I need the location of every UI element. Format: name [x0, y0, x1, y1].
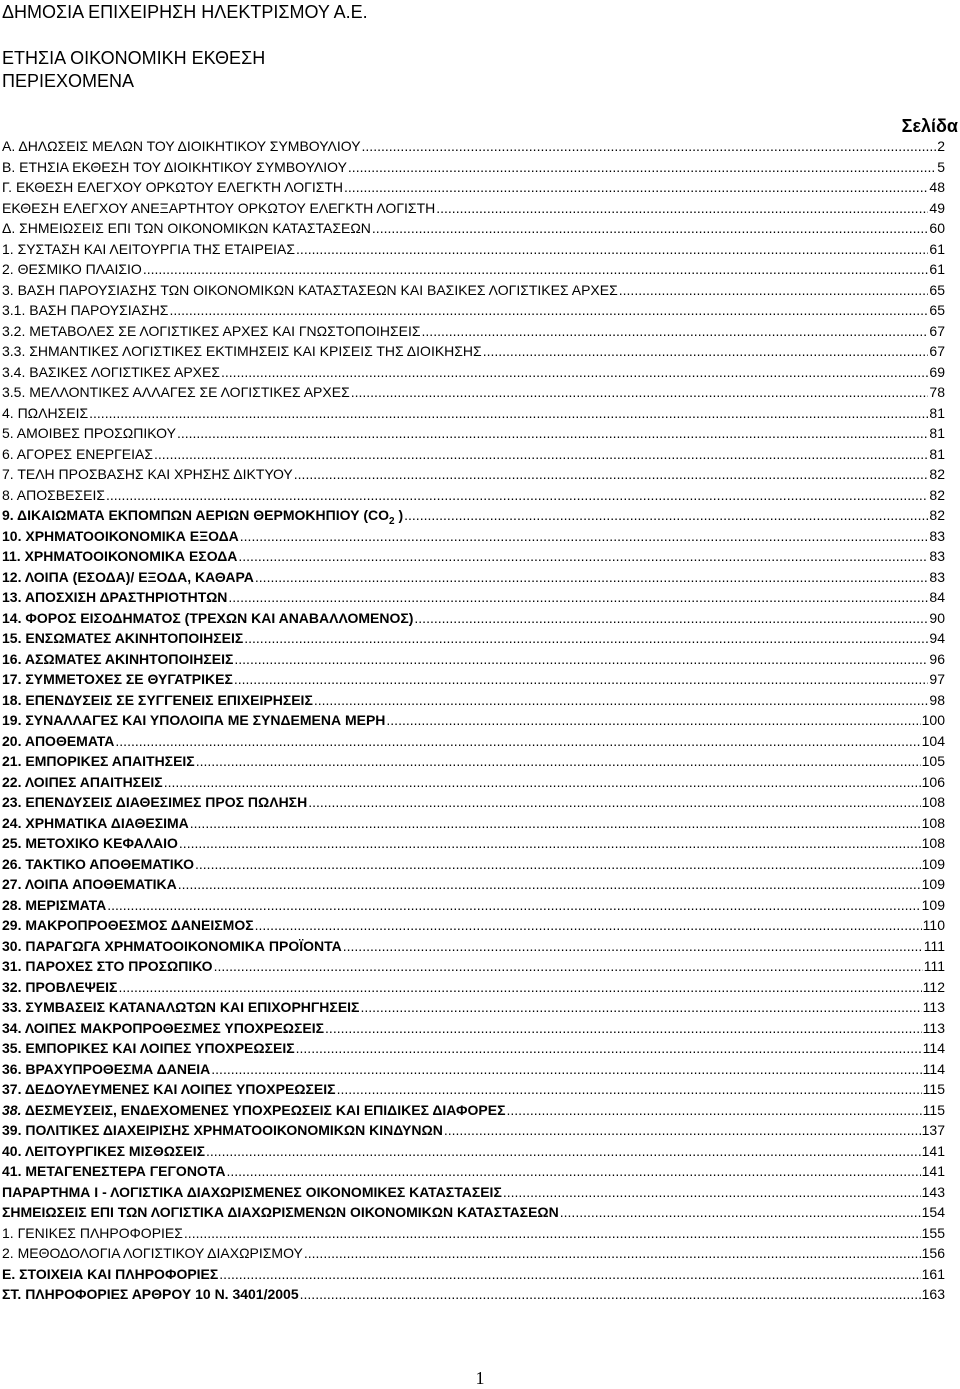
toc-entry-label [2, 649, 233, 669]
dot-leader [560, 1202, 921, 1222]
toc-entry-label [2, 321, 421, 341]
dot-leader [344, 177, 928, 197]
toc-entry-page: 113 [922, 999, 945, 1015]
toc-entry[interactable] [2, 731, 945, 752]
dot-leader [255, 567, 929, 587]
toc-entry-page: 110 [922, 917, 945, 933]
toc-entry-label [2, 956, 213, 976]
dot-leader [118, 977, 921, 997]
toc-entry-label [2, 1038, 295, 1058]
toc-entry-page: 113 [922, 1019, 945, 1036]
toc-entry-text: 34. ΛΟΙΠΕΣ ΜΑΚΡΟΠΡΟΘΕΣΜΕΣ ΥΠΟΧΡΕΩΣΕΙΣ [2, 1019, 325, 1036]
dot-leader [206, 1141, 921, 1161]
toc-entry-label [2, 198, 435, 218]
dot-leader [308, 792, 920, 812]
toc-entry[interactable] [2, 464, 945, 485]
dot-leader [296, 1038, 922, 1058]
toc-entry-text: ΕΚΘΕΣΗ ΕΛΕΓΧΟΥ ΑΝΕΞΑΡΤΗΤΟΥ ΟΡΚΩΤΟΥ ΕΛΕΓΚΤΗ ΛΟΓΙΣΤΗ [2, 199, 436, 216]
toc-entry-page: 49 [929, 199, 945, 216]
toc-entry[interactable] [2, 956, 945, 977]
toc-entry-text: ΣΤ. ΠΛΗΡΟΦΟΡΙΕΣ ΑΡΘΡΟΥ 10 Ν. 3401/2005 [2, 1286, 299, 1302]
toc-entry-page: 82 [929, 507, 945, 523]
toc-entry-page: 65 [929, 281, 945, 298]
dot-leader [386, 710, 920, 730]
toc-entry[interactable] [2, 1059, 945, 1080]
toc-entry-text: Δ. ΣΗΜΕΙΩΣΕΙΣ ΕΠΙ ΤΩΝ ΟΙΚΟΝΟΜΙΚΩΝ ΚΑΤΑΣΤΑΣΕΩΝ [2, 220, 371, 236]
toc-entry-text: 2. ΜΕΘΟΔΟΛΟΓΙΑ ΛΟΓΙΣΤΙΚΟΥ ΔΙΑΧΩΡΙΣΜΟΥ [2, 1245, 303, 1261]
toc-entry-page: 83 [929, 568, 945, 585]
toc-entry-text: 3.4. ΒΑΣΙΚΕΣ ΛΟΓΙΣΤΙΚΕΣ ΑΡΧΕΣ [2, 363, 221, 380]
dot-leader [195, 854, 921, 874]
dot-leader [211, 1059, 921, 1079]
toc-entry-text: 33. ΣΥΜΒΑΣΕΙΣ ΚΑΤΑΝΑΛΩΤΩΝ ΚΑΙ ΕΠΙΧΟΡΗΓΗΣΕΙΣ [2, 999, 360, 1015]
toc-entry-text: 39. ΠΟΛΙΤΙΚΕΣ ΔΙΑΧΕΙΡΙΣΗΣ ΧΡΗΜΑΤΟΟΙΚΟΝΟΜΙΚΩΝ ΚΙΝΔΥΝΩΝ [2, 1122, 443, 1138]
toc-entry-page: 69 [929, 363, 945, 380]
toc-entry-page: 2 [937, 138, 945, 154]
toc-entry-page: 155 [921, 1224, 945, 1241]
toc-entry[interactable] [2, 608, 945, 629]
report-title: ΕΤΗΣΙΑ ΟΙΚΟΝΟΜΙΚΗ ΕΚΘΕΣΗ [2, 48, 266, 68]
toc-entry-page: 60 [929, 220, 945, 236]
toc-entry-text: 23. ΕΠΕΝΔΥΣΕΙΣ ΔΙΑΘΕΣΙΜΕΣ ΠΡΟΣ ΠΩΛΗΣΗ [2, 794, 308, 810]
toc-entry[interactable] [2, 751, 945, 772]
toc-entry[interactable] [2, 977, 945, 998]
toc-entry-page: 84 [929, 589, 945, 605]
dot-leader [325, 1018, 922, 1038]
toc-entry-label [2, 546, 237, 566]
toc-entry-label [2, 997, 359, 1017]
dot-leader [255, 915, 922, 935]
dot-leader [362, 136, 937, 156]
toc-entry-label [2, 731, 114, 751]
toc-entry-text: 2. ΘΕΣΜΙΚΟ ΠΛΑΙΣΙΟ [2, 261, 142, 277]
toc-entry-page: 114 [922, 1060, 945, 1077]
dot-leader [351, 382, 929, 402]
toc-entry[interactable] [2, 1100, 945, 1121]
toc-entry[interactable] [2, 874, 945, 895]
toc-entry-page: 82 [929, 466, 945, 482]
contents-heading: ΠΕΡΙΕΧΟΜΕΝΑ [2, 71, 135, 91]
toc-entry-label [2, 936, 342, 956]
toc-entry-page: 106 [921, 773, 945, 790]
dot-leader [444, 1120, 921, 1140]
toc-entry-label [2, 1284, 299, 1304]
toc-entry[interactable] [2, 1202, 945, 1223]
dot-leader [619, 280, 929, 300]
table-of-contents [2, 136, 945, 1305]
toc-entry[interactable] [2, 1120, 945, 1141]
toc-entry-label [2, 259, 142, 279]
toc-entry-page: 83 [929, 548, 945, 564]
toc-entry-text: 19. ΣΥΝΑΛΛΑΓΕΣ ΚΑΙ ΥΠΟΛΟΙΠΑ ΜΕ ΣΥΝΔΕΜΕΝΑ ΜΕΡΗ [2, 712, 386, 728]
toc-entry-number: 38. [2, 1101, 22, 1118]
toc-entry[interactable] [2, 997, 945, 1018]
toc-entry-page: 154 [921, 1204, 945, 1220]
toc-entry[interactable] [2, 546, 945, 567]
toc-entry-text: 30. ΠΑΡΑΓΩΓΑ ΧΡΗΜΑΤΟΟΙΚΟΝΟΜΙΚΑ ΠΡΟΪΟΝΤΑ [2, 937, 342, 954]
dot-leader [507, 1100, 922, 1120]
toc-entry-label [2, 341, 482, 361]
dot-leader [178, 874, 921, 894]
toc-entry-label [2, 1202, 559, 1222]
toc-entry[interactable] [2, 1018, 945, 1039]
toc-entry[interactable] [2, 321, 945, 342]
toc-entry-label [2, 628, 243, 648]
dot-leader [240, 526, 929, 546]
toc-entry-label [2, 444, 153, 464]
toc-entry[interactable] [2, 936, 945, 957]
dot-leader [190, 813, 921, 833]
toc-entry-text: 36. ΒΡΑΧΥΠΡΟΘΕΣΜΑ ΔΑΝΕΙΑ [2, 1060, 211, 1077]
toc-entry-text: 31. ΠΑΡΟΧΕΣ ΣΤΟ ΠΡΟΣΩΠΙΚΟ [2, 958, 213, 974]
toc-entry-text: 15. ΕΝΣΩΜΑΤΕΣ ΑΚΙΝΗΤΟΠΟΙΗΣΕΙΣ [2, 630, 244, 646]
toc-entry-page: 109 [921, 896, 945, 913]
toc-entry-label [2, 772, 163, 792]
toc-entry-label [2, 1243, 303, 1263]
toc-entry-page: 112 [922, 978, 945, 995]
toc-entry-text: 27. ΛΟΙΠΑ ΑΠΟΘΕΜΑΤΙΚΑ [2, 876, 177, 892]
dot-leader [228, 587, 928, 607]
toc-entry-label [2, 239, 295, 259]
toc-entry-text: 8. ΑΠΟΣΒΕΣΕΙΣ [2, 486, 105, 503]
toc-entry-text: 3.3. ΣΗΜΑΝΤΙΚΕΣ ΛΟΓΙΣΤΙΚΕΣ ΕΚΤΙΜΗΣΕΙΣ ΚΑΙ ΚΡΙΣΕΙΣ ΤΗΣ ΔΙΟΙΚΗΣΗΣ [2, 343, 482, 359]
toc-entry[interactable] [2, 177, 945, 198]
toc-entry-label [2, 464, 293, 484]
toc-entry-text: 12. ΛΟΙΠΑ (ΕΣΟΔΑ)/ ΕΞΟΔΑ, ΚΑΘΑΡΑ [2, 568, 254, 585]
toc-entry[interactable] [2, 505, 945, 526]
dot-leader [221, 362, 928, 382]
toc-entry-text: 26. ΤΑΚΤΙΚΟ ΑΠΟΘΕΜΑΤΙΚΟ [2, 855, 195, 872]
toc-entry-label [2, 1223, 183, 1243]
dot-leader [337, 1079, 922, 1099]
toc-entry-label [2, 362, 220, 382]
toc-entry[interactable] [2, 136, 945, 157]
dot-leader [294, 464, 929, 484]
dot-leader [372, 218, 929, 238]
dot-leader [300, 1284, 921, 1304]
toc-entry-label [2, 669, 233, 689]
toc-entry-text: ΣΗΜΕΙΩΣΕΙΣ ΕΠΙ ΤΩΝ ΛΟΓΙΣΤΙΚΑ ΔΙΑΧΩΡΙΣΜΕΝΩΝ ΟΙΚΟΝΟΜΙΚΩΝ ΚΑΤΑΣΤΑΣΕΩΝ [2, 1204, 559, 1220]
toc-entry[interactable] [2, 669, 945, 690]
page-column-heading: Σελίδα [901, 116, 958, 136]
toc-entry-page: 82 [929, 486, 945, 503]
toc-entry-page: 100 [921, 712, 945, 728]
toc-entry-label [2, 1182, 502, 1202]
dot-leader [244, 628, 928, 648]
toc-entry-page: 81 [929, 404, 945, 421]
toc-entry-label [2, 854, 194, 874]
toc-entry-text: 22. ΛΟΙΠΕΣ ΑΠΑΙΤΗΣΕΙΣ [2, 773, 163, 790]
dot-leader [234, 669, 929, 689]
toc-entry-page: 96 [929, 650, 945, 667]
toc-entry[interactable] [2, 895, 945, 916]
toc-entry[interactable] [2, 628, 945, 649]
toc-entry-page: 83 [929, 527, 945, 544]
dot-leader [106, 485, 928, 505]
toc-entry[interactable] [2, 1264, 945, 1285]
toc-entry-text: 3.2. ΜΕΤΑΒΟΛΕΣ ΣΕ ΛΟΓΙΣΤΙΚΕΣ ΑΡΧΕΣ ΚΑΙ ΓΝΩΣΤΟΠΟΙΗΣΕΙΣ [2, 322, 421, 339]
page-number: 1 [475, 1368, 485, 1388]
toc-entry[interactable] [2, 1243, 945, 1264]
toc-entry-label [2, 587, 227, 607]
toc-entry-page: 105 [921, 753, 945, 769]
toc-entry[interactable] [2, 792, 945, 813]
toc-entry-label [2, 751, 195, 771]
toc-entry-page: 143 [921, 1183, 945, 1200]
toc-entry-text: 6. ΑΓΟΡΕΣ ΕΝΕΡΓΕΙΑΣ [2, 445, 154, 462]
toc-entry-page: 114 [922, 1040, 945, 1056]
toc-entry[interactable] [2, 362, 945, 383]
toc-entry-text: ΠΑΡΑΡΤΗΜΑ Ι - ΛΟΓΙΣΤΙΚΑ ΔΙΑΧΩΡΙΣΜΕΝΕΣ ΟΙΚΟΝΟΜΙΚΕΣ ΚΑΤΑΣΤΑΣΕΙΣ [2, 1183, 502, 1200]
toc-entry[interactable] [2, 423, 945, 444]
toc-entry[interactable] [2, 485, 945, 506]
toc-entry-text: 41. ΜΕΤΑΓΕΝΕΣΤΕΡΑ ΓΕΓΟΝΟΤΑ [2, 1163, 226, 1179]
toc-entry-page: 81 [929, 445, 945, 462]
toc-entry-label [2, 280, 618, 300]
toc-entry-page: 81 [929, 425, 945, 441]
toc-entry[interactable] [2, 1038, 945, 1059]
toc-entry-text: 29. ΜΑΚΡΟΠΡΟΘΕΣΜΟΣ ΔΑΝΕΙΣΜΟΣ [2, 917, 254, 933]
toc-entry-label [2, 505, 403, 525]
toc-entry[interactable] [2, 567, 945, 588]
toc-entry-label [2, 567, 254, 587]
toc-entry-text: 7. ΤΕΛΗ ΠΡΟΣΒΑΣΗΣ ΚΑΙ ΧΡΗΣΗΣ ΔΙΚΤΥΟΥ [2, 466, 293, 482]
toc-entry-page: 141 [921, 1163, 945, 1179]
toc-entry[interactable] [2, 833, 945, 854]
toc-entry-label [2, 157, 347, 177]
dot-leader [234, 649, 928, 669]
toc-entry[interactable] [2, 587, 945, 608]
dot-leader [483, 341, 929, 361]
toc-entry-text: 18. ΕΠΕΝΔΥΣΕΙΣ ΣΕ ΣΥΓΓΕΝΕΙΣ ΕΠΙΧΕΙΡΗΣΕΙΣ [2, 691, 313, 708]
toc-entry-text: Ε. ΣΤΟΙΧΕΙΑ ΚΑΙ ΠΛΗΡΟΦΟΡΙΕΣ [2, 1265, 219, 1282]
dot-leader [196, 751, 921, 771]
dot-leader [214, 956, 923, 976]
dot-leader [89, 403, 928, 423]
toc-entry-page: 108 [921, 814, 945, 831]
toc-entry-text: 11. ΧΡΗΜΑΤΟΟΙΚΟΝΟΜΙΚΑ ΕΣΟΔΑ [2, 548, 238, 564]
dot-leader [169, 300, 928, 320]
toc-entry-text: 10. ΧΡΗΜΑΤΟΟΙΚΟΝΟΜΙΚΑ ΕΞΟΔΑ [2, 527, 239, 544]
toc-entry-text: 17. ΣΥΜΜΕΤΟΧΕΣ ΣΕ ΘΥΓΑΤΡΙΚΕΣ [2, 671, 233, 687]
toc-entry-text: 4. ΠΩΛΗΣΕΙΣ [2, 404, 89, 421]
toc-entry[interactable] [2, 1223, 945, 1244]
toc-entry[interactable] [2, 690, 945, 711]
toc-entry[interactable] [2, 1284, 945, 1305]
dot-leader [422, 321, 929, 341]
dot-leader [360, 997, 921, 1017]
toc-entry[interactable] [2, 526, 945, 547]
dot-leader [314, 690, 929, 710]
toc-entry-label [2, 813, 189, 833]
dot-leader [503, 1182, 921, 1202]
toc-entry-text: 3. ΒΑΣΗ ΠΑΡΟΥΣΙΑΣΗΣ ΤΩΝ ΟΙΚΟΝΟΜΙΚΩΝ ΚΑΤΑΣΤΑΣΕΩΝ ΚΑΙ ΒΑΣΙΚΕΣ ΛΟΓΙΣΤΙΚΕΣ ΑΡΧΕΣ [2, 281, 618, 298]
dot-leader [238, 546, 928, 566]
toc-entry-label [2, 177, 343, 197]
toc-entry-text: 24. ΧΡΗΜΑΤΙΚΑ ΔΙΑΘΕΣΙΜΑ [2, 814, 189, 831]
toc-entry-label [2, 915, 254, 935]
toc-entry-text: 21. ΕΜΠΟΡΙΚΕΣ ΑΠΑΙΤΗΣΕΙΣ [2, 753, 195, 769]
toc-entry-page: 109 [921, 876, 945, 892]
dot-leader [348, 157, 936, 177]
toc-entry-page: 141 [921, 1142, 945, 1159]
toc-entry-text: 16. ΑΣΩΜΑΤΕΣ ΑΚΙΝΗΤΟΠΟΙΗΣΕΙΣ [2, 650, 234, 667]
toc-entry-label [2, 895, 106, 915]
toc-entry-label [2, 1079, 336, 1099]
toc-entry[interactable] [2, 218, 945, 239]
toc-entry-page: 48 [929, 179, 945, 195]
toc-entry-page: 163 [921, 1286, 945, 1302]
toc-entry-page: 78 [929, 384, 945, 400]
toc-entry-text: 1. ΓΕΝΙΚΕΣ ΠΛΗΡΟΦΟΡΙΕΣ [2, 1224, 183, 1241]
toc-entry[interactable] [2, 1141, 945, 1162]
toc-entry-text: 32. ΠΡΟΒΛΕΨΕΙΣ [2, 978, 118, 995]
toc-entry-text-suffix: ) [394, 507, 404, 523]
toc-entry[interactable] [2, 198, 945, 219]
toc-entry-page: 94 [929, 630, 945, 646]
toc-entry-label [2, 833, 178, 853]
dot-leader [164, 772, 921, 792]
toc-entry-subscript: 2 [389, 515, 395, 527]
toc-entry-page: 104 [921, 732, 945, 749]
toc-entry[interactable] [2, 300, 945, 321]
toc-entry-text: 40. ΛΕΙΤΟΥΡΓΙΚΕΣ ΜΙΣΘΩΣΕΙΣ [2, 1142, 206, 1159]
toc-entry[interactable] [2, 772, 945, 793]
toc-entry-page: 156 [921, 1245, 945, 1261]
toc-entry-page: 67 [929, 343, 945, 359]
toc-entry-label [2, 608, 413, 628]
toc-entry-text: 9. ΔΙΚΑΙΩΜΑΤΑ ΕΚΠΟΜΠΩΝ ΑΕΡΙΩΝ ΘΕΡΜΟΚΗΠΙΟΥ (CO [2, 507, 390, 523]
toc-entry[interactable] [2, 403, 945, 424]
toc-entry[interactable] [2, 1079, 945, 1100]
toc-entry-text: 35. ΕΜΠΟΡΙΚΕΣ ΚΑΙ ΛΟΙΠΕΣ ΥΠΟΧΡΕΩΣΕΙΣ [2, 1040, 295, 1056]
toc-entry-label [2, 382, 350, 402]
toc-entry[interactable] [2, 649, 945, 670]
toc-entry[interactable] [2, 813, 945, 834]
toc-entry-page: 98 [929, 691, 945, 708]
toc-entry-label [2, 218, 371, 238]
toc-entry-label [2, 403, 88, 423]
toc-entry[interactable] [2, 382, 945, 403]
toc-entry-label [2, 1059, 210, 1079]
dot-leader [184, 1223, 921, 1243]
toc-entry[interactable] [2, 1161, 945, 1182]
toc-entry-page: 111 [923, 937, 945, 954]
toc-entry-text: 5. ΑΜΟΙΒΕΣ ΠΡΟΣΩΠΙΚΟΥ [2, 425, 176, 441]
toc-entry-page: 111 [923, 958, 945, 974]
toc-entry-label [2, 1120, 443, 1140]
toc-entry-text: 14. ΦΟΡΟΣ ΕΙΣΟΔΗΜΑΤΟΣ (ΤΡΕΧΩΝ ΚΑΙ ΑΝΑΒΑΛΛΟΜΕΝΟΣ) [2, 609, 414, 626]
toc-entry[interactable] [2, 710, 945, 731]
toc-entry[interactable] [2, 157, 945, 178]
toc-entry[interactable] [2, 1182, 945, 1203]
toc-entry-label [2, 1100, 506, 1120]
toc-entry-page: 115 [922, 1101, 945, 1118]
toc-entry-label [2, 485, 105, 505]
toc-entry-page: 109 [921, 855, 945, 872]
toc-entry-label [2, 136, 361, 156]
toc-entry-text: 1. ΣΥΣΤΑΣΗ ΚΑΙ ΛΕΙΤΟΥΡΓΙΑ ΤΗΣ ΕΤΑΙΡΕΙΑΣ [2, 240, 296, 257]
toc-entry-label [2, 1161, 225, 1181]
toc-entry-page: 115 [922, 1081, 945, 1097]
dot-leader [414, 608, 928, 628]
dot-leader [296, 239, 928, 259]
toc-entry-label [2, 874, 177, 894]
dot-leader [219, 1264, 920, 1284]
dot-leader [107, 895, 920, 915]
toc-entry[interactable] [2, 444, 945, 465]
toc-entry-text: 37. ΔΕΔΟΥΛΕΥΜΕΝΕΣ ΚΑΙ ΛΟΙΠΕΣ ΥΠΟΧΡΕΩΣΕΙΣ [2, 1081, 336, 1097]
dot-leader [404, 505, 928, 525]
toc-entry-label [2, 792, 307, 812]
toc-entry-text: 3.1. ΒΑΣΗ ΠΑΡΟΥΣΙΑΣΗΣ [2, 302, 169, 318]
toc-entry-page: 61 [929, 261, 945, 277]
toc-entry-label [2, 1018, 324, 1038]
dot-leader [179, 833, 921, 853]
toc-entry-label [2, 977, 117, 997]
dot-leader [436, 198, 928, 218]
toc-entry-page: 137 [921, 1122, 945, 1138]
dot-leader [226, 1161, 920, 1181]
toc-entry-page: 5 [937, 158, 945, 175]
dot-leader [177, 423, 928, 443]
toc-entry-label [2, 423, 176, 443]
toc-entry-text: 20. ΑΠΟΘΕΜΑΤΑ [2, 732, 115, 749]
toc-entry-page: 65 [929, 302, 945, 318]
dot-leader [304, 1243, 921, 1263]
toc-entry[interactable] [2, 915, 945, 936]
toc-entry-label [2, 710, 385, 730]
toc-entry[interactable] [2, 280, 945, 301]
dot-leader [154, 444, 928, 464]
toc-entry-text: 25. ΜΕΤΟΧΙΚΟ ΚΕΦΑΛΑΙΟ [2, 835, 178, 851]
toc-entry[interactable] [2, 854, 945, 875]
toc-entry-text: 3.5. ΜΕΛΛΟΝΤΙΚΕΣ ΑΛΛΑΓΕΣ ΣΕ ΛΟΓΙΣΤΙΚΕΣ ΑΡΧΕΣ [2, 384, 350, 400]
toc-entry[interactable] [2, 259, 945, 280]
toc-entry-page: 161 [921, 1265, 945, 1282]
toc-entry-label [2, 1141, 205, 1161]
company-title: ΔΗΜΟΣΙΑ ΕΠΙΧΕΙΡΗΣΗ ΗΛΕΚΤΡΙΣΜΟΥ Α.Ε. [2, 2, 368, 22]
toc-entry-text: Α. ΔΗΛΩΣΕΙΣ ΜΕΛΩΝ ΤΟΥ ΔΙΟΙΚΗΤΙΚΟΥ ΣΥΜΒΟΥΛΙΟΥ [2, 138, 361, 154]
toc-entry-page: 108 [921, 835, 945, 851]
toc-entry[interactable] [2, 239, 945, 260]
toc-entry-page: 90 [929, 609, 945, 626]
toc-entry-text: 13. ΑΠΟΣΧΙΣΗ ΔΡΑΣΤΗΡΙΟΤΗΤΩΝ [2, 589, 228, 605]
toc-entry-text: Β. ΕΤΗΣΙΑ ΕΚΘΕΣΗ ΤΟΥ ΔΙΟΙΚΗΤΙΚΟΥ ΣΥΜΒΟΥΛΙΟΥ [2, 158, 347, 175]
toc-entry-text: Γ. ΕΚΘΕΣΗ ΕΛΕΓΧΟΥ ΟΡΚΩΤΟΥ ΕΛΕΓΚΤΗ ΛΟΓΙΣΤΗ [2, 179, 344, 195]
dot-leader [143, 259, 929, 279]
toc-entry-page: 97 [929, 671, 945, 687]
toc-entry-label [2, 690, 313, 710]
toc-entry-page: 108 [921, 794, 945, 810]
toc-entry-label [2, 1264, 218, 1284]
toc-entry-text: ΔΕΣΜΕΥΣΕΙΣ, ΕΝΔΕΧΟΜΕΝΕΣ ΥΠΟΧΡΕΩΣΕΙΣ ΚΑΙ ΕΠΙΔΙΚΕΣ ΔΙΑΦΟΡΕΣ [21, 1101, 506, 1118]
toc-entry-label [2, 300, 168, 320]
toc-entry-text: 28. ΜΕΡΙΣΜΑΤΑ [2, 896, 107, 913]
toc-entry-page: 61 [929, 240, 945, 257]
dot-leader [343, 936, 923, 956]
toc-entry[interactable] [2, 341, 945, 362]
toc-entry-page: 67 [929, 322, 945, 339]
toc-entry-label [2, 526, 239, 546]
dot-leader [115, 731, 920, 751]
